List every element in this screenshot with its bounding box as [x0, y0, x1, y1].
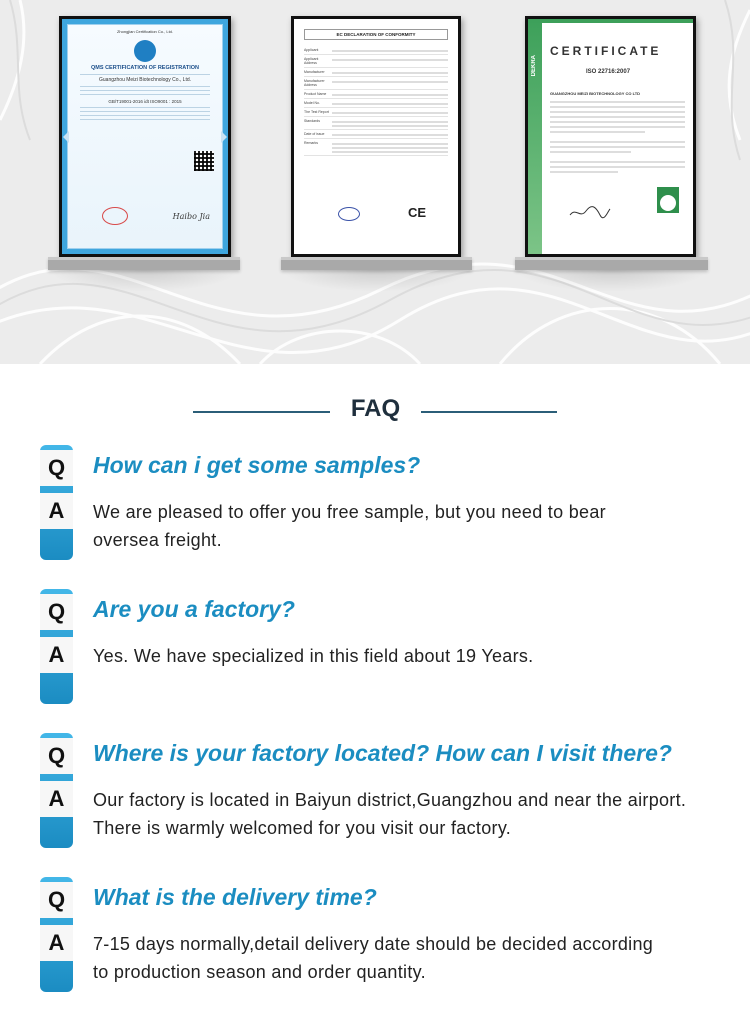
- ec-declaration-certificate: [291, 16, 461, 257]
- signature: Haibo Jia: [172, 212, 210, 221]
- faq-header: [0, 392, 750, 432]
- answer-line: There is warmly welcomed for you visit our factory.: [93, 818, 512, 838]
- question-marker: Q: [40, 738, 73, 774]
- answer-marker: A: [40, 493, 73, 529]
- answer-marker: A: [40, 925, 73, 961]
- field-label: Remarks: [304, 141, 319, 145]
- cert-title: CERTIFICATE: [550, 44, 662, 58]
- ce-mark: CE: [408, 205, 427, 220]
- faq-answer: [93, 498, 733, 554]
- answer-marker: A: [40, 781, 73, 817]
- faq-item: [0, 733, 750, 857]
- faq-title: FAQ: [350, 395, 401, 422]
- cert-company: GUANGZHOU MEIZI BIOTECHNOLOGY CO LTD: [550, 91, 641, 96]
- cert-company: Guangzhou Meizi Biotechnology Co., Ltd.: [99, 77, 191, 83]
- blue-stamp-icon: [338, 207, 360, 221]
- dekra-badge-icon: [657, 187, 679, 213]
- answer-line: oversea freight.: [93, 530, 222, 550]
- signature-scribble-icon: [568, 205, 612, 219]
- cert-standard: GB/T19001-2016 idt ISO9001 : 2015: [108, 99, 182, 104]
- question-marker: Q: [40, 594, 73, 630]
- qms-certificate: [59, 16, 231, 257]
- faq-answer: [93, 642, 733, 670]
- iso-22716-certificate: [525, 16, 696, 257]
- question-marker: Q: [40, 450, 73, 486]
- arrow-left-icon: [63, 131, 69, 143]
- field-label: Date of issue: [304, 132, 325, 136]
- answer-line: Our factory is located in Baiyun district,Guangzhou and near the airport.: [93, 790, 687, 810]
- field-label: Applicant Address: [304, 57, 319, 65]
- question-marker: Q: [40, 882, 73, 918]
- cert-standard: ISO 22716:2007: [586, 69, 631, 75]
- field-label: The Test Report: [304, 110, 329, 114]
- answer-line: 7-15 days normally,detail delivery date should be decided according: [93, 934, 654, 954]
- faq-item: [0, 589, 750, 713]
- field-label: Manufacturer Address: [304, 79, 325, 87]
- pedestal: [515, 257, 708, 270]
- arrow-right-icon: [221, 131, 227, 143]
- faq-answer: [93, 930, 733, 986]
- faq-item: [0, 877, 750, 1001]
- cert-title: EC DECLARATION OF CONFORMITY: [304, 29, 448, 40]
- answer-line: Yes. We have specialized in this field about 19 Years.: [93, 646, 534, 666]
- pedestal: [281, 257, 472, 270]
- faq-question: How can i get some samples?: [93, 452, 421, 478]
- divider-line: [421, 411, 557, 413]
- qr-code-icon: [194, 151, 214, 171]
- cert-title: QMS CERTIFICATION OF REGISTRATION: [91, 65, 199, 71]
- field-label: Applicant: [304, 48, 319, 52]
- faq-item: [0, 445, 750, 569]
- certificate-banner: [0, 0, 750, 364]
- answer-line: We are pleased to offer you free sample, but you need to bear: [93, 502, 606, 522]
- field-label: Model No.: [304, 101, 320, 105]
- faq-question: Where is your factory located? How can I visit there?: [93, 740, 672, 766]
- field-label: Product Name: [304, 92, 327, 96]
- answer-line: to production season and order quantity.: [93, 962, 426, 982]
- dekra-logo: DEKRA: [531, 55, 537, 77]
- faq-question: Are you a factory?: [93, 596, 295, 622]
- pedestal: [48, 257, 240, 270]
- divider-line: [193, 411, 330, 413]
- field-label: Manufacturer: [304, 70, 325, 74]
- red-seal-icon: [102, 207, 128, 225]
- faq-question: What is the delivery time?: [93, 884, 377, 910]
- field-label: Standards: [304, 119, 320, 123]
- answer-marker: A: [40, 637, 73, 673]
- globe-logo-icon: [134, 40, 156, 62]
- faq-answer: [93, 786, 733, 842]
- cert-issuer: Zhongjian Certification Co., Ltd.: [116, 29, 174, 34]
